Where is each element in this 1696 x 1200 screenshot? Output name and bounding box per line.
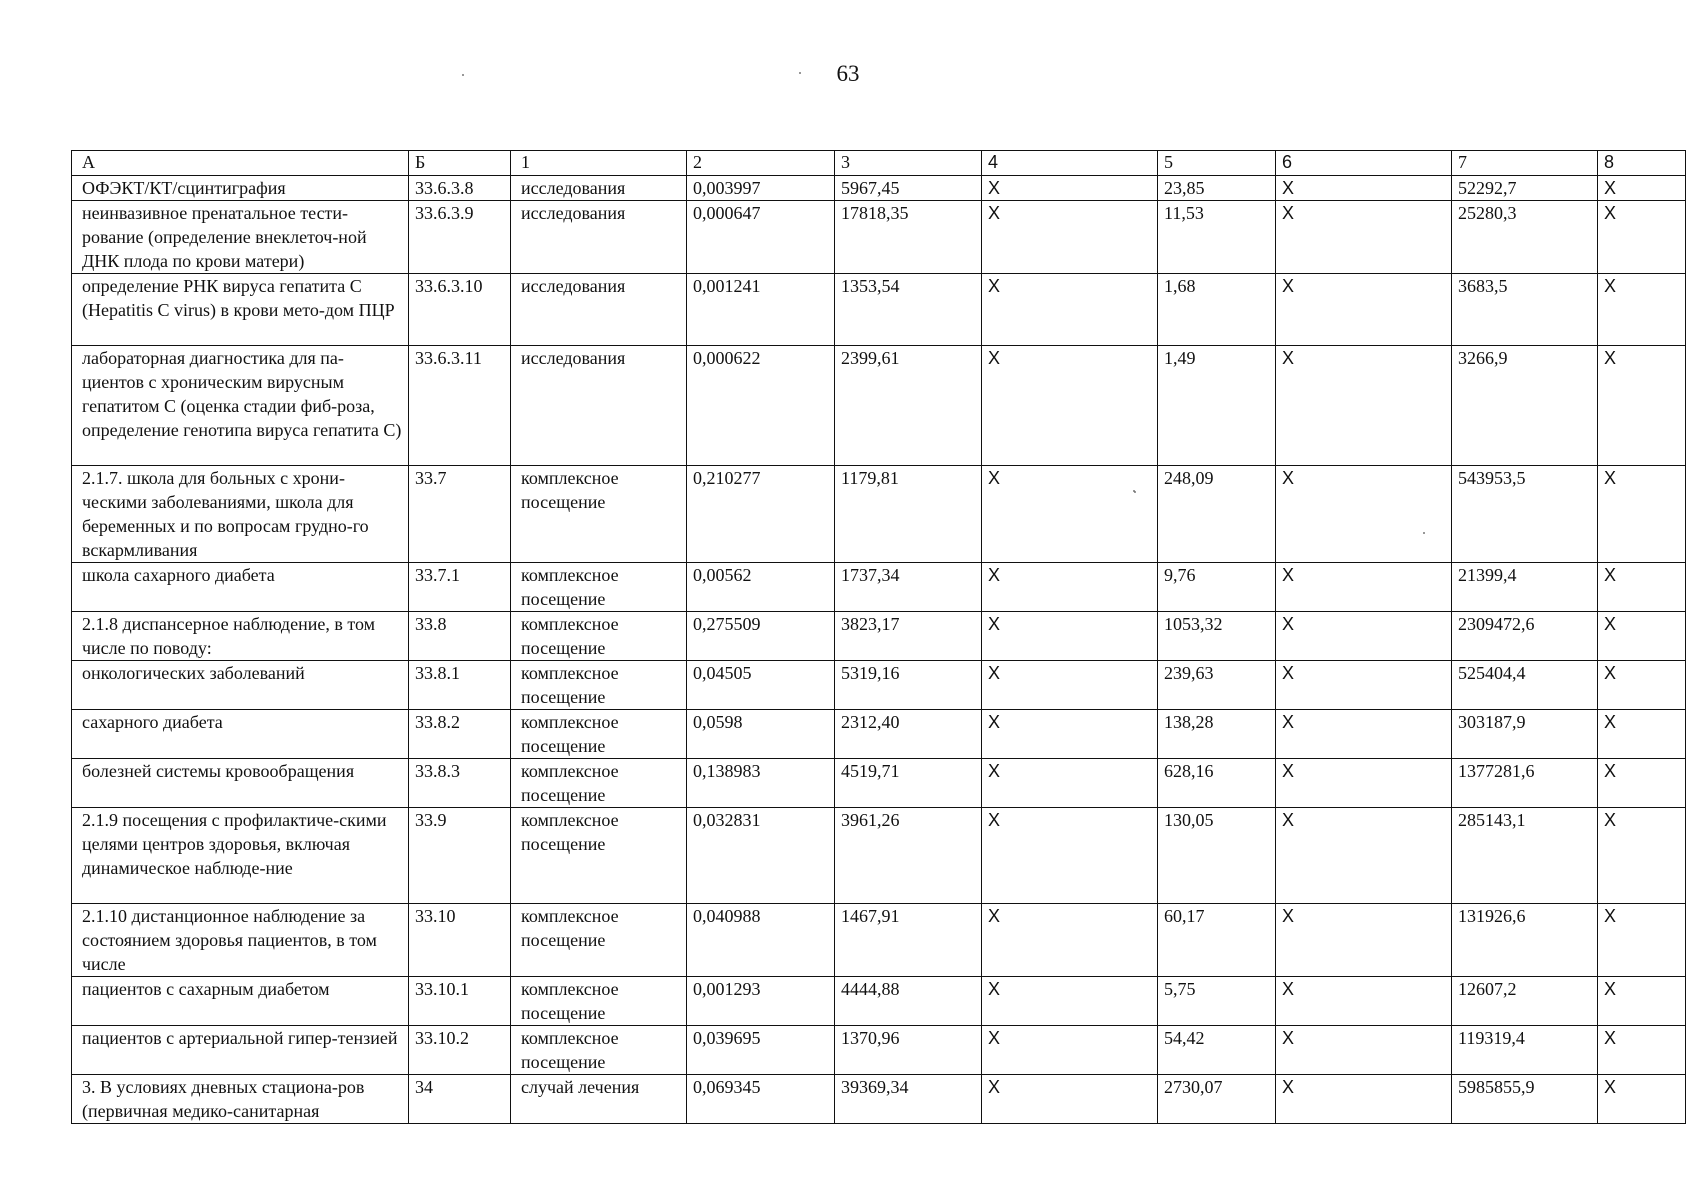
table-row	[72, 759, 1686, 808]
row-col6-cell: Х	[1276, 612, 1452, 661]
table-row	[72, 563, 1686, 612]
row-code-cell: 33.6.3.11	[409, 346, 511, 466]
row-col7-cell: 131926,6	[1452, 904, 1598, 977]
row-col3-cell: 2312,40	[835, 710, 982, 759]
row-unit-cell: исследования	[511, 201, 687, 274]
row-unit-cell: комплексное посещение	[511, 563, 687, 612]
row-col4-cell: Х	[982, 346, 1158, 466]
row-col5-cell: 23,85	[1158, 176, 1276, 201]
row-code-cell: 33.10	[409, 904, 511, 977]
row-col2-cell: 0,000647	[687, 201, 835, 274]
row-col6-cell: Х	[1276, 1075, 1452, 1124]
row-name-cell: болезней системы кровообращения	[72, 759, 409, 808]
table-header-row	[72, 151, 1686, 176]
row-col2-cell: 0,069345	[687, 1075, 835, 1124]
row-col3-cell: 2399,61	[835, 346, 982, 466]
row-col2-cell: 0,032831	[687, 808, 835, 904]
row-col7-cell: 52292,7	[1452, 176, 1598, 201]
table-row	[72, 1026, 1686, 1075]
row-name-cell: школа сахарного диабета	[72, 563, 409, 612]
row-col2-cell: 0,040988	[687, 904, 835, 977]
row-col8-cell: Х	[1598, 1026, 1686, 1075]
row-col8-cell: Х	[1598, 904, 1686, 977]
row-col3-cell: 3961,26	[835, 808, 982, 904]
row-col4-cell: Х	[982, 759, 1158, 808]
row-col3-cell: 1179,81	[835, 466, 982, 563]
row-col7-cell: 543953,5	[1452, 466, 1598, 563]
table-row	[72, 201, 1686, 274]
row-col4-cell: Х	[982, 612, 1158, 661]
row-name-cell: 2.1.8 диспансерное наблюдение, в том числе по поводу:	[72, 612, 409, 661]
row-col2-cell: 0,138983	[687, 759, 835, 808]
row-col2-cell: 0,003997	[687, 176, 835, 201]
table-row	[72, 466, 1686, 563]
row-col5-cell: 130,05	[1158, 808, 1276, 904]
row-name-cell: 3. В условиях дневных стациона-ров (первичная медико-санитарная	[72, 1075, 409, 1124]
scan-speck	[799, 72, 801, 74]
row-unit-cell: комплексное посещение	[511, 661, 687, 710]
column-header: 7	[1452, 151, 1598, 176]
row-col5-cell: 1053,32	[1158, 612, 1276, 661]
column-header: 5	[1158, 151, 1276, 176]
row-col8-cell: Х	[1598, 346, 1686, 466]
column-header: 2	[687, 151, 835, 176]
table-row	[72, 661, 1686, 710]
row-col4-cell: Х	[982, 1026, 1158, 1075]
row-col7-cell: 21399,4	[1452, 563, 1598, 612]
row-col2-cell: 0,275509	[687, 612, 835, 661]
row-code-cell: 33.8.3	[409, 759, 511, 808]
row-col7-cell: 2309472,6	[1452, 612, 1598, 661]
row-code-cell: 33.10.1	[409, 977, 511, 1026]
row-col5-cell: 239,63	[1158, 661, 1276, 710]
row-col8-cell: Х	[1598, 661, 1686, 710]
row-col5-cell: 1,68	[1158, 274, 1276, 346]
row-name-cell: лабораторная диагностика для па-циентов с хроническим вирусным гепатитом С (оценка стадии фиб-роза, определение генотипа вируса гепатита С)	[72, 346, 409, 466]
row-col7-cell: 3266,9	[1452, 346, 1598, 466]
row-col4-cell: Х	[982, 201, 1158, 274]
row-col2-cell: 0,00562	[687, 563, 835, 612]
row-col2-cell: 0,039695	[687, 1026, 835, 1075]
row-name-cell: 2.1.7. школа для больных с хрони-ческими заболеваниями, школа для беременных и по вопросам грудно-го вскармливания	[72, 466, 409, 563]
column-header: 8	[1598, 151, 1686, 176]
row-col6-cell: Х	[1276, 1026, 1452, 1075]
row-name-cell: 2.1.9 посещения с профилактиче-скими целями центров здоровья, включая динамическое наблюде-ние	[72, 808, 409, 904]
row-col4-cell: Х	[982, 274, 1158, 346]
row-code-cell: 33.8.1	[409, 661, 511, 710]
row-col5-cell: 628,16	[1158, 759, 1276, 808]
row-code-cell: 33.7	[409, 466, 511, 563]
column-header: 4	[982, 151, 1158, 176]
table-row	[72, 710, 1686, 759]
row-col3-cell: 39369,34	[835, 1075, 982, 1124]
row-col4-cell: Х	[982, 176, 1158, 201]
row-col8-cell: Х	[1598, 977, 1686, 1026]
row-col6-cell: Х	[1276, 563, 1452, 612]
row-col6-cell: Х	[1276, 808, 1452, 904]
row-unit-cell: комплексное посещение	[511, 977, 687, 1026]
row-col5-cell: 5,75	[1158, 977, 1276, 1026]
table-row	[72, 977, 1686, 1026]
row-col6-cell: Х	[1276, 201, 1452, 274]
table-row	[72, 612, 1686, 661]
row-unit-cell: исследования	[511, 176, 687, 201]
row-col3-cell: 5319,16	[835, 661, 982, 710]
column-header: А	[72, 151, 409, 176]
row-col8-cell: Х	[1598, 710, 1686, 759]
row-unit-cell: комплексное посещение	[511, 466, 687, 563]
row-col7-cell: 25280,3	[1452, 201, 1598, 274]
row-col7-cell: 525404,4	[1452, 661, 1598, 710]
row-col8-cell: Х	[1598, 808, 1686, 904]
row-unit-cell: комплексное посещение	[511, 1026, 687, 1075]
scan-speck	[462, 74, 464, 76]
row-col7-cell: 1377281,6	[1452, 759, 1598, 808]
row-code-cell: 33.6.3.8	[409, 176, 511, 201]
data-table	[71, 150, 1686, 1124]
row-col7-cell: 285143,1	[1452, 808, 1598, 904]
row-unit-cell: исследования	[511, 346, 687, 466]
row-col5-cell: 138,28	[1158, 710, 1276, 759]
row-col6-cell: Х	[1276, 176, 1452, 201]
row-col2-cell: 0,001293	[687, 977, 835, 1026]
row-col2-cell: 0,04505	[687, 661, 835, 710]
row-col2-cell: 0,000622	[687, 346, 835, 466]
row-col6-cell: Х	[1276, 466, 1452, 563]
row-code-cell: 33.7.1	[409, 563, 511, 612]
row-name-cell: пациентов с артериальной гипер-тензией	[72, 1026, 409, 1075]
row-unit-cell: комплексное посещение	[511, 612, 687, 661]
row-col6-cell: Х	[1276, 346, 1452, 466]
row-col8-cell: Х	[1598, 176, 1686, 201]
row-unit-cell: комплексное посещение	[511, 904, 687, 977]
row-col6-cell: Х	[1276, 904, 1452, 977]
row-name-cell: 2.1.10 дистанционное наблюдение за состоянием здоровья пациентов, в том числе	[72, 904, 409, 977]
row-col8-cell: Х	[1598, 274, 1686, 346]
row-col4-cell: Х	[982, 904, 1158, 977]
row-col3-cell: 17818,35	[835, 201, 982, 274]
row-unit-cell: исследования	[511, 274, 687, 346]
column-header: 3	[835, 151, 982, 176]
row-name-cell: пациентов с сахарным диабетом	[72, 977, 409, 1026]
table-row	[72, 1075, 1686, 1124]
row-col6-cell: Х	[1276, 759, 1452, 808]
row-col3-cell: 4444,88	[835, 977, 982, 1026]
row-name-cell: неинвазивное пренатальное тести-рование (определение внеклеточ-ной ДНК плода по крови матери)	[72, 201, 409, 274]
row-col3-cell: 1370,96	[835, 1026, 982, 1075]
row-col5-cell: 248,09	[1158, 466, 1276, 563]
row-col7-cell: 119319,4	[1452, 1026, 1598, 1075]
row-col3-cell: 5967,45	[835, 176, 982, 201]
row-col2-cell: 0,210277	[687, 466, 835, 563]
column-header: 1	[511, 151, 687, 176]
row-code-cell: 33.8.2	[409, 710, 511, 759]
column-header: Б	[409, 151, 511, 176]
row-col7-cell: 12607,2	[1452, 977, 1598, 1026]
row-col3-cell: 4519,71	[835, 759, 982, 808]
row-col2-cell: 0,0598	[687, 710, 835, 759]
row-col3-cell: 1467,91	[835, 904, 982, 977]
row-col4-cell: Х	[982, 808, 1158, 904]
row-unit-cell: комплексное посещение	[511, 710, 687, 759]
row-name-cell: сахарного диабета	[72, 710, 409, 759]
row-col8-cell: Х	[1598, 759, 1686, 808]
row-col5-cell: 2730,07	[1158, 1075, 1276, 1124]
row-col3-cell: 1353,54	[835, 274, 982, 346]
row-col7-cell: 303187,9	[1452, 710, 1598, 759]
row-col6-cell: Х	[1276, 661, 1452, 710]
row-code-cell: 34	[409, 1075, 511, 1124]
row-col4-cell: Х	[982, 1075, 1158, 1124]
row-col4-cell: Х	[982, 661, 1158, 710]
row-col6-cell: Х	[1276, 977, 1452, 1026]
row-col7-cell: 5985855,9	[1452, 1075, 1598, 1124]
row-code-cell: 33.6.3.9	[409, 201, 511, 274]
row-col5-cell: 1,49	[1158, 346, 1276, 466]
table-row	[72, 274, 1686, 346]
column-header: 6	[1276, 151, 1452, 176]
row-name-cell: определение РНК вируса гепатита С (Hepatitis C virus) в крови мето-дом ПЦР	[72, 274, 409, 346]
row-col4-cell: Х	[982, 563, 1158, 612]
row-code-cell: 33.8	[409, 612, 511, 661]
row-col2-cell: 0,001241	[687, 274, 835, 346]
row-col7-cell: 3683,5	[1452, 274, 1598, 346]
row-code-cell: 33.10.2	[409, 1026, 511, 1075]
row-col3-cell: 3823,17	[835, 612, 982, 661]
row-code-cell: 33.9	[409, 808, 511, 904]
row-col6-cell: Х	[1276, 274, 1452, 346]
row-unit-cell: комплексное посещение	[511, 759, 687, 808]
table-row	[72, 346, 1686, 466]
row-col5-cell: 60,17	[1158, 904, 1276, 977]
row-col4-cell: Х	[982, 710, 1158, 759]
table-row	[72, 808, 1686, 904]
row-col8-cell: Х	[1598, 563, 1686, 612]
row-col8-cell: Х	[1598, 201, 1686, 274]
row-col5-cell: 11,53	[1158, 201, 1276, 274]
row-col4-cell: Х	[982, 977, 1158, 1026]
row-col8-cell: Х	[1598, 1075, 1686, 1124]
row-col8-cell: Х	[1598, 612, 1686, 661]
row-col3-cell: 1737,34	[835, 563, 982, 612]
row-name-cell: онкологических заболеваний	[72, 661, 409, 710]
table-row	[72, 904, 1686, 977]
row-code-cell: 33.6.3.10	[409, 274, 511, 346]
table-row	[72, 176, 1686, 201]
page-number: 63	[836, 61, 860, 86]
row-unit-cell: случай лечения	[511, 1075, 687, 1124]
row-name-cell: ОФЭКТ/КТ/сцинтиграфия	[72, 176, 409, 201]
row-col6-cell: Х	[1276, 710, 1452, 759]
row-col4-cell: Х	[982, 466, 1158, 563]
row-unit-cell: комплексное посещение	[511, 808, 687, 904]
row-col5-cell: 9,76	[1158, 563, 1276, 612]
row-col8-cell: Х	[1598, 466, 1686, 563]
row-col5-cell: 54,42	[1158, 1026, 1276, 1075]
